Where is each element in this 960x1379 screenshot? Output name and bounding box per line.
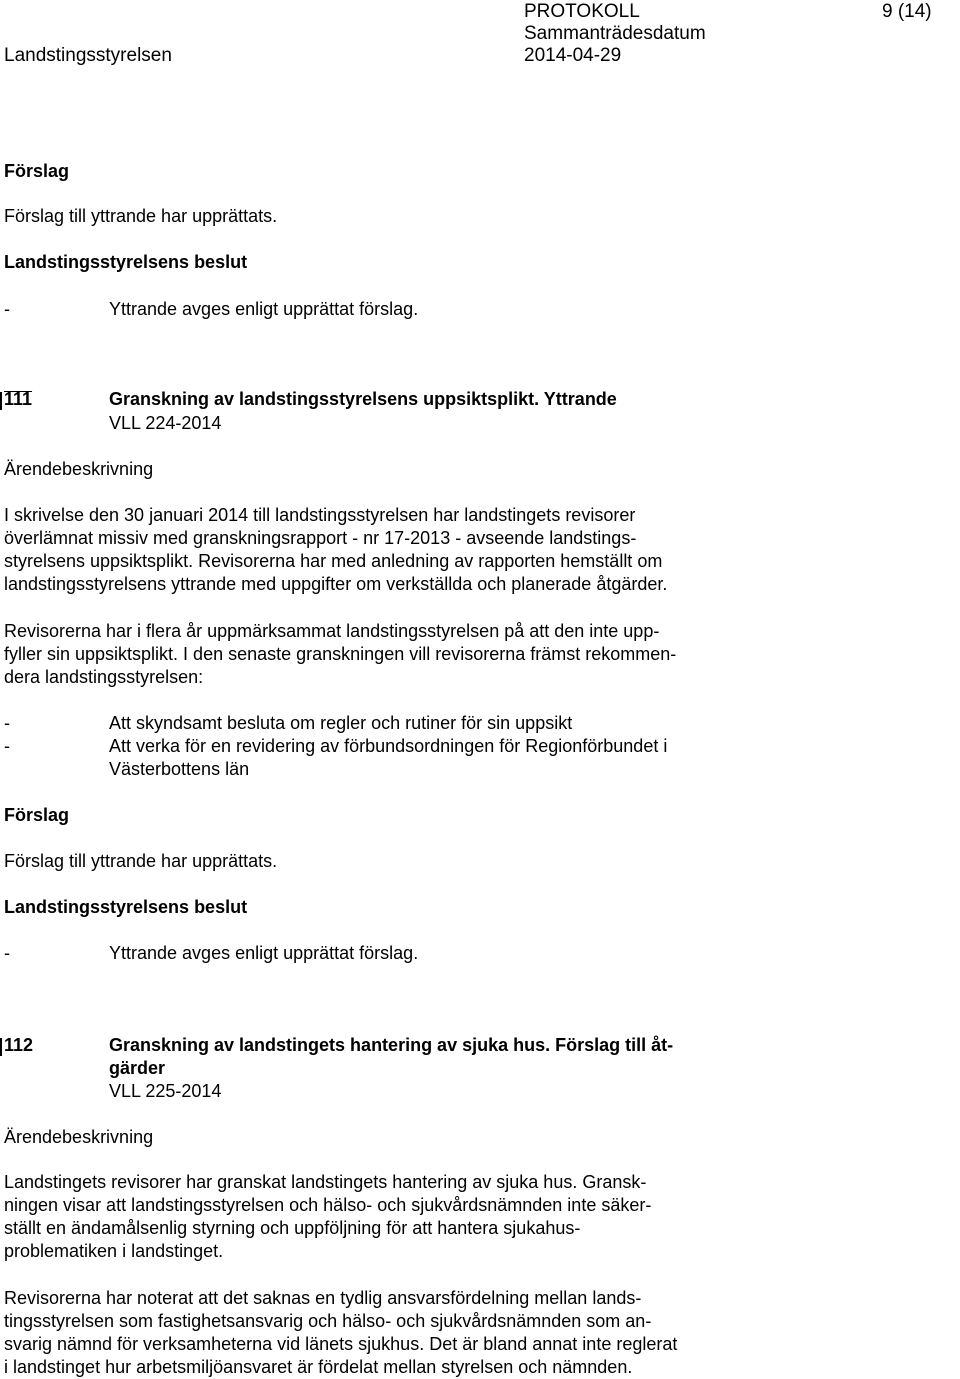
text-line: tingsstyrelsen som fastighetsansvarig och hälso- och sjukvårdsnämnden som an-: [4, 1311, 652, 1331]
bullet-dash: -: [4, 736, 10, 756]
bullet-text: Västerbottens län: [109, 759, 250, 779]
item-112-arende-heading: Ärendebeskrivning: [4, 1127, 154, 1147]
item-111-beslut-dash: -: [4, 943, 10, 963]
text-line: dera landstingsstyrelsen:: [4, 667, 204, 687]
header-page-number: 9 (14): [882, 1, 932, 22]
item-111-paragraph-2: [4, 620, 764, 689]
prev-beslut-text: Yttrande avges enligt upprättat förslag.: [109, 299, 419, 319]
text-line: landstingsstyrelsens yttrande med uppgifter om verkställda och planerade åtgärder.: [4, 574, 668, 594]
header-org: Landstingsstyrelsen: [4, 45, 172, 66]
item-111-forslag-text: Förslag till yttrande har upprättats.: [4, 851, 278, 871]
text-line: problematiken i landstinget.: [4, 1241, 224, 1261]
bullet-dash: -: [4, 713, 10, 733]
item-111-paragraph-1: [4, 504, 764, 596]
text-line: fyller sin uppsiktsplikt. I den senaste granskningen vill revisorerna främst rekommen-: [4, 644, 677, 664]
header-date: 2014-04-29: [524, 45, 622, 66]
text-line: Landstingets revisorer har granskat landstingets hantering av sjuka hus. Gransk-: [4, 1172, 647, 1192]
text-line: i landstinget hur arbetsmiljöansvaret är fördelat mellan styrelsen och nämnden.: [4, 1357, 633, 1377]
text-line: I skrivelse den 30 januari 2014 till landstingsstyrelsen har landstingets revisorer: [4, 505, 636, 525]
prev-beslut-dash: -: [4, 299, 10, 319]
item-111-number: 111: [4, 389, 33, 409]
prev-forslag-text: Förslag till yttrande har upprättats.: [4, 206, 278, 226]
text-line: Revisorerna har noterat att det saknas en tydlig ansvarsfördelning mellan lands-: [4, 1288, 642, 1308]
text-line: ställt en ändamålsenlig styrning och uppföljning för att hantera sjukahus-: [4, 1218, 581, 1238]
item-112-number: 112: [4, 1035, 34, 1055]
item-111-title: Granskning av landstingsstyrelsens uppsiktsplikt. Yttrande: [109, 389, 617, 409]
item-112-ref: VLL 225-2014: [109, 1081, 222, 1101]
item-111-ref: VLL 224-2014: [109, 413, 222, 433]
header-date-label: Sammanträdesdatum: [524, 23, 706, 44]
item-112-paragraph-2: [4, 1287, 764, 1379]
text-line: svarig nämnd för verksamheterna vid länets sjukhus. Det är bland annat inte reglerat: [4, 1334, 678, 1354]
bullet-text: Att skyndsamt besluta om regler och rutiner för sin uppsikt: [109, 713, 573, 733]
text-line: styrelsens uppsiktsplikt. Revisorerna har med anledning av rapporten hemställt om: [4, 551, 663, 571]
header-doc-type: PROTOKOLL: [524, 1, 640, 22]
prev-beslut-heading: Landstingsstyrelsens beslut: [4, 252, 248, 272]
item-111-beslut-text: Yttrande avges enligt upprättat förslag.: [109, 943, 419, 963]
item-111-beslut-heading: Landstingsstyrelsens beslut: [4, 897, 248, 917]
prev-forslag-heading: Förslag: [4, 161, 70, 181]
text-line: ningen visar att landstingsstyrelsen och hälso- och sjukvårdsnämnden inte säker-: [4, 1195, 652, 1215]
item-111-margin-mark: [0, 392, 2, 410]
text-line: Revisorerna har i flera år uppmärksammat landstingsstyrelsen på att den inte upp-: [4, 621, 660, 641]
bullet-text: Att verka för en revidering av förbundsordningen för Regionförbundet i: [109, 736, 668, 756]
item-111-forslag-heading: Förslag: [4, 805, 70, 825]
item-112-title-line-2: gärder: [109, 1058, 166, 1078]
item-111-arende-heading: Ärendebeskrivning: [4, 459, 154, 479]
item-112-margin-mark: [0, 1038, 2, 1056]
item-112-title-line-1: Granskning av landstingets hantering av sjuka hus. Förslag till åt-: [109, 1035, 674, 1055]
item-112-paragraph-1: [4, 1171, 764, 1263]
text-line: överlämnat missiv med granskningsrapport - nr 17-2013 - avseende landstings-: [4, 528, 637, 548]
